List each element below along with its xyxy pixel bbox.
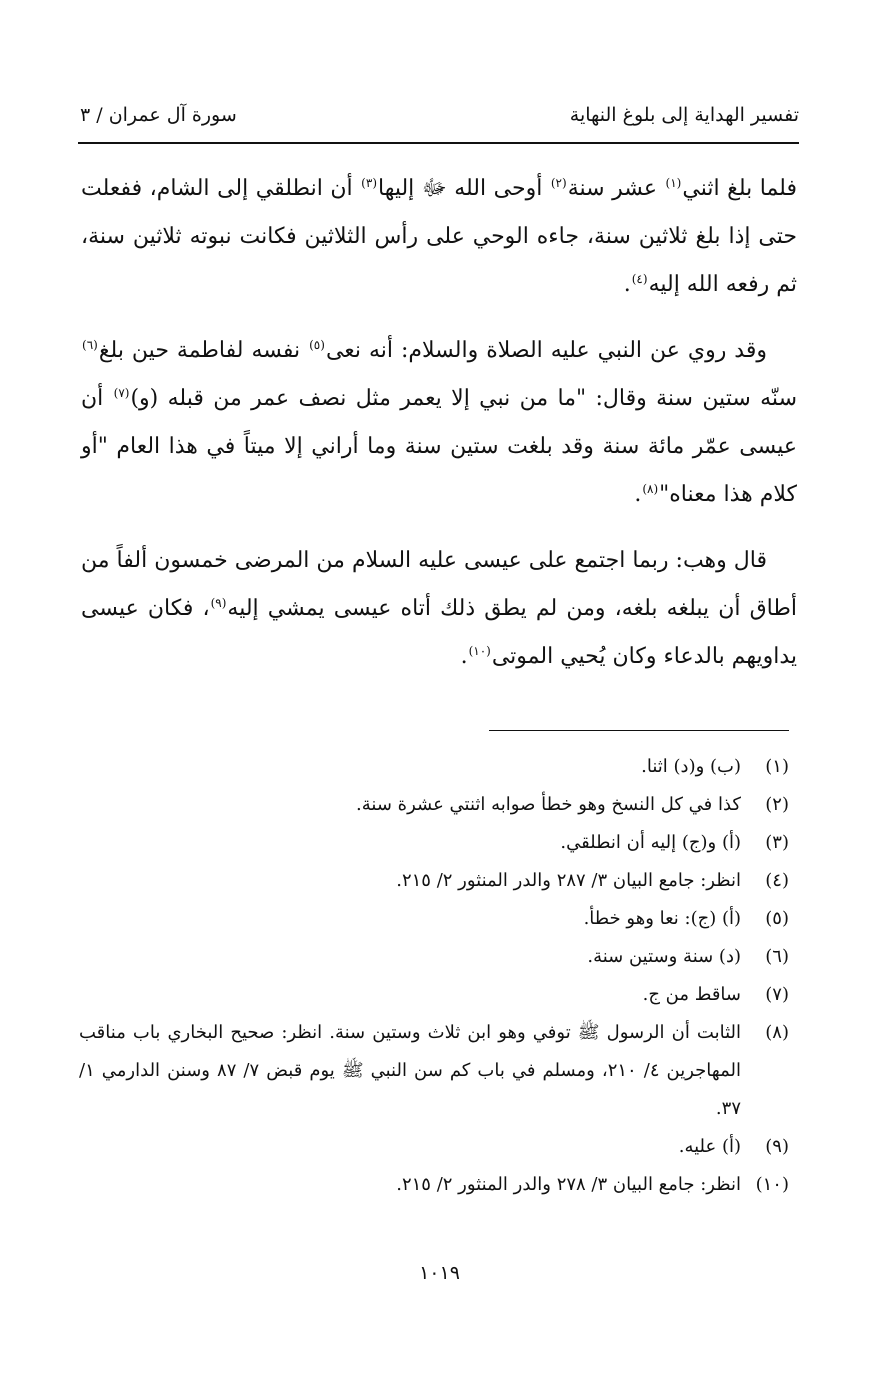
footnote-item bbox=[79, 824, 789, 862]
surah-title: سورة آل عمران / ٣ bbox=[80, 104, 237, 126]
footnotes bbox=[79, 748, 789, 1204]
footnote-marker: (٩) bbox=[210, 595, 227, 610]
footnote-text: الثابت أن الرسول ﷺ توفي وهو ابن ثلاث وستين سنة. انظر: صحيح البخاري باب مناقب المهاجرين ٤/ ٢١٠، ومسلم في باب كم سن النبي ﷺ يوم قبض ٧/ ٨٧ وسنن الدارمي ١/ ٣٧. bbox=[79, 1022, 741, 1119]
footnote-number: (٧) bbox=[765, 984, 789, 1005]
footnote-text: (د) سنة وستين سنة. bbox=[587, 946, 741, 967]
footnote-marker: (٣) bbox=[361, 175, 377, 190]
footnote-item bbox=[79, 1166, 789, 1204]
footnote-number: (٩) bbox=[765, 1136, 789, 1157]
footnote-number: (٥) bbox=[765, 908, 789, 929]
footnote-divider bbox=[489, 730, 789, 731]
footnote-number: (٤) bbox=[765, 870, 789, 891]
footnote-item bbox=[79, 1014, 789, 1128]
footnote-text: ساقط من ج. bbox=[642, 984, 741, 1005]
footnote-marker: (٧) bbox=[113, 385, 130, 400]
text-segment: عشر سنة bbox=[567, 176, 665, 201]
footnote-marker: (٥) bbox=[309, 337, 325, 352]
footnote-number: (٢) bbox=[765, 794, 789, 815]
book-title: تفسير الهداية إلى بلوغ النهاية bbox=[569, 104, 799, 126]
footnote-item bbox=[79, 938, 789, 976]
footnote-text: كذا في كل النسخ وهو خطأ صوابه اثنتي عشرة سنة. bbox=[356, 794, 741, 815]
footnote-number: (٨) bbox=[765, 1022, 789, 1043]
text-segment: فلما بلغ اثني bbox=[682, 176, 797, 201]
footnote-text: انظر: جامع البيان ٣/ ٢٧٨ والدر المنثور ٢/ ٢١٥. bbox=[396, 1174, 741, 1195]
text-segment: أن انطلقي إلى الشام، ففعلت حتى إذا بلغ ثلاثين سنة، جاءه الوحي على رأس الثلاثين فكانت نبوته ثلاثين سنة، ثم رفعه الله إليه bbox=[81, 176, 797, 297]
footnote-text: (أ) عليه. bbox=[678, 1136, 741, 1157]
footnote-text: انظر: جامع البيان ٣/ ٢٨٧ والدر المنثور ٢/ ٢١٥. bbox=[396, 870, 741, 891]
text-segment: سنّه ستين سنة وقال: "ما من نبي إلا يعمر مثل نصف عمر من قبله (و) bbox=[130, 386, 797, 411]
footnote-item bbox=[79, 1128, 789, 1166]
text-segment: وقد روي عن النبي عليه الصلاة والسلام: أنه نعى bbox=[325, 338, 767, 363]
main-text bbox=[81, 165, 797, 699]
text-segment: أوحى الله ﷻ إليها bbox=[378, 176, 550, 201]
footnote-marker: (٦) bbox=[82, 337, 98, 352]
text-segment: . bbox=[460, 644, 468, 669]
paragraph bbox=[81, 537, 797, 681]
text-segment: . bbox=[623, 272, 631, 297]
footnote-text: (ب) و(د) اثنا. bbox=[641, 756, 741, 777]
footnote-item bbox=[79, 976, 789, 1014]
header-divider bbox=[78, 142, 799, 144]
page-header bbox=[80, 100, 799, 136]
footnote-number: (٦) bbox=[765, 946, 789, 967]
footnote-number: (٣) bbox=[765, 832, 789, 853]
footnote-marker: (١) bbox=[665, 175, 682, 190]
footnote-number: (١) bbox=[765, 756, 789, 777]
footnote-marker: (١٠) bbox=[468, 643, 491, 658]
footnote-marker: (٨) bbox=[642, 481, 659, 496]
footnote-text: (أ) (ج): نعا وهو خطأ. bbox=[583, 908, 741, 929]
text-segment: قال وهب: ربما اجتمع على عيسى عليه السلام من المرضى خمسون ألفاً من أطاق أن يبلغه بلغه، ومن لم يطق ذلك أتاه عيسى يمشي إليه bbox=[81, 548, 798, 621]
footnote-text: (أ) و(ج) إليه أن انطلقي. bbox=[560, 832, 741, 853]
footnote-number: (١٠) bbox=[755, 1174, 789, 1195]
text-segment: ، فكان عيسى يداويهم بالدعاء وكان يُحيي الموتى bbox=[81, 596, 797, 669]
paragraph bbox=[81, 165, 797, 309]
footnote-item bbox=[79, 786, 789, 824]
text-segment: نفسه لفاطمة حين بلغ bbox=[98, 338, 309, 363]
paragraph bbox=[81, 327, 797, 519]
text-segment: . bbox=[634, 482, 642, 507]
text-segment: أن عيسى عمّر مائة سنة وقد بلغت ستين سنة وما أراني إلا ميتاً في هذا العام "أو كلام هذا معناه" bbox=[81, 386, 797, 507]
footnote-item bbox=[79, 748, 789, 786]
page-number: ١٠١٩ bbox=[419, 1262, 460, 1284]
footnote-item bbox=[79, 862, 789, 900]
footnote-marker: (٤) bbox=[631, 271, 648, 286]
footnote-marker: (٢) bbox=[550, 175, 567, 190]
footnote-item bbox=[79, 900, 789, 938]
